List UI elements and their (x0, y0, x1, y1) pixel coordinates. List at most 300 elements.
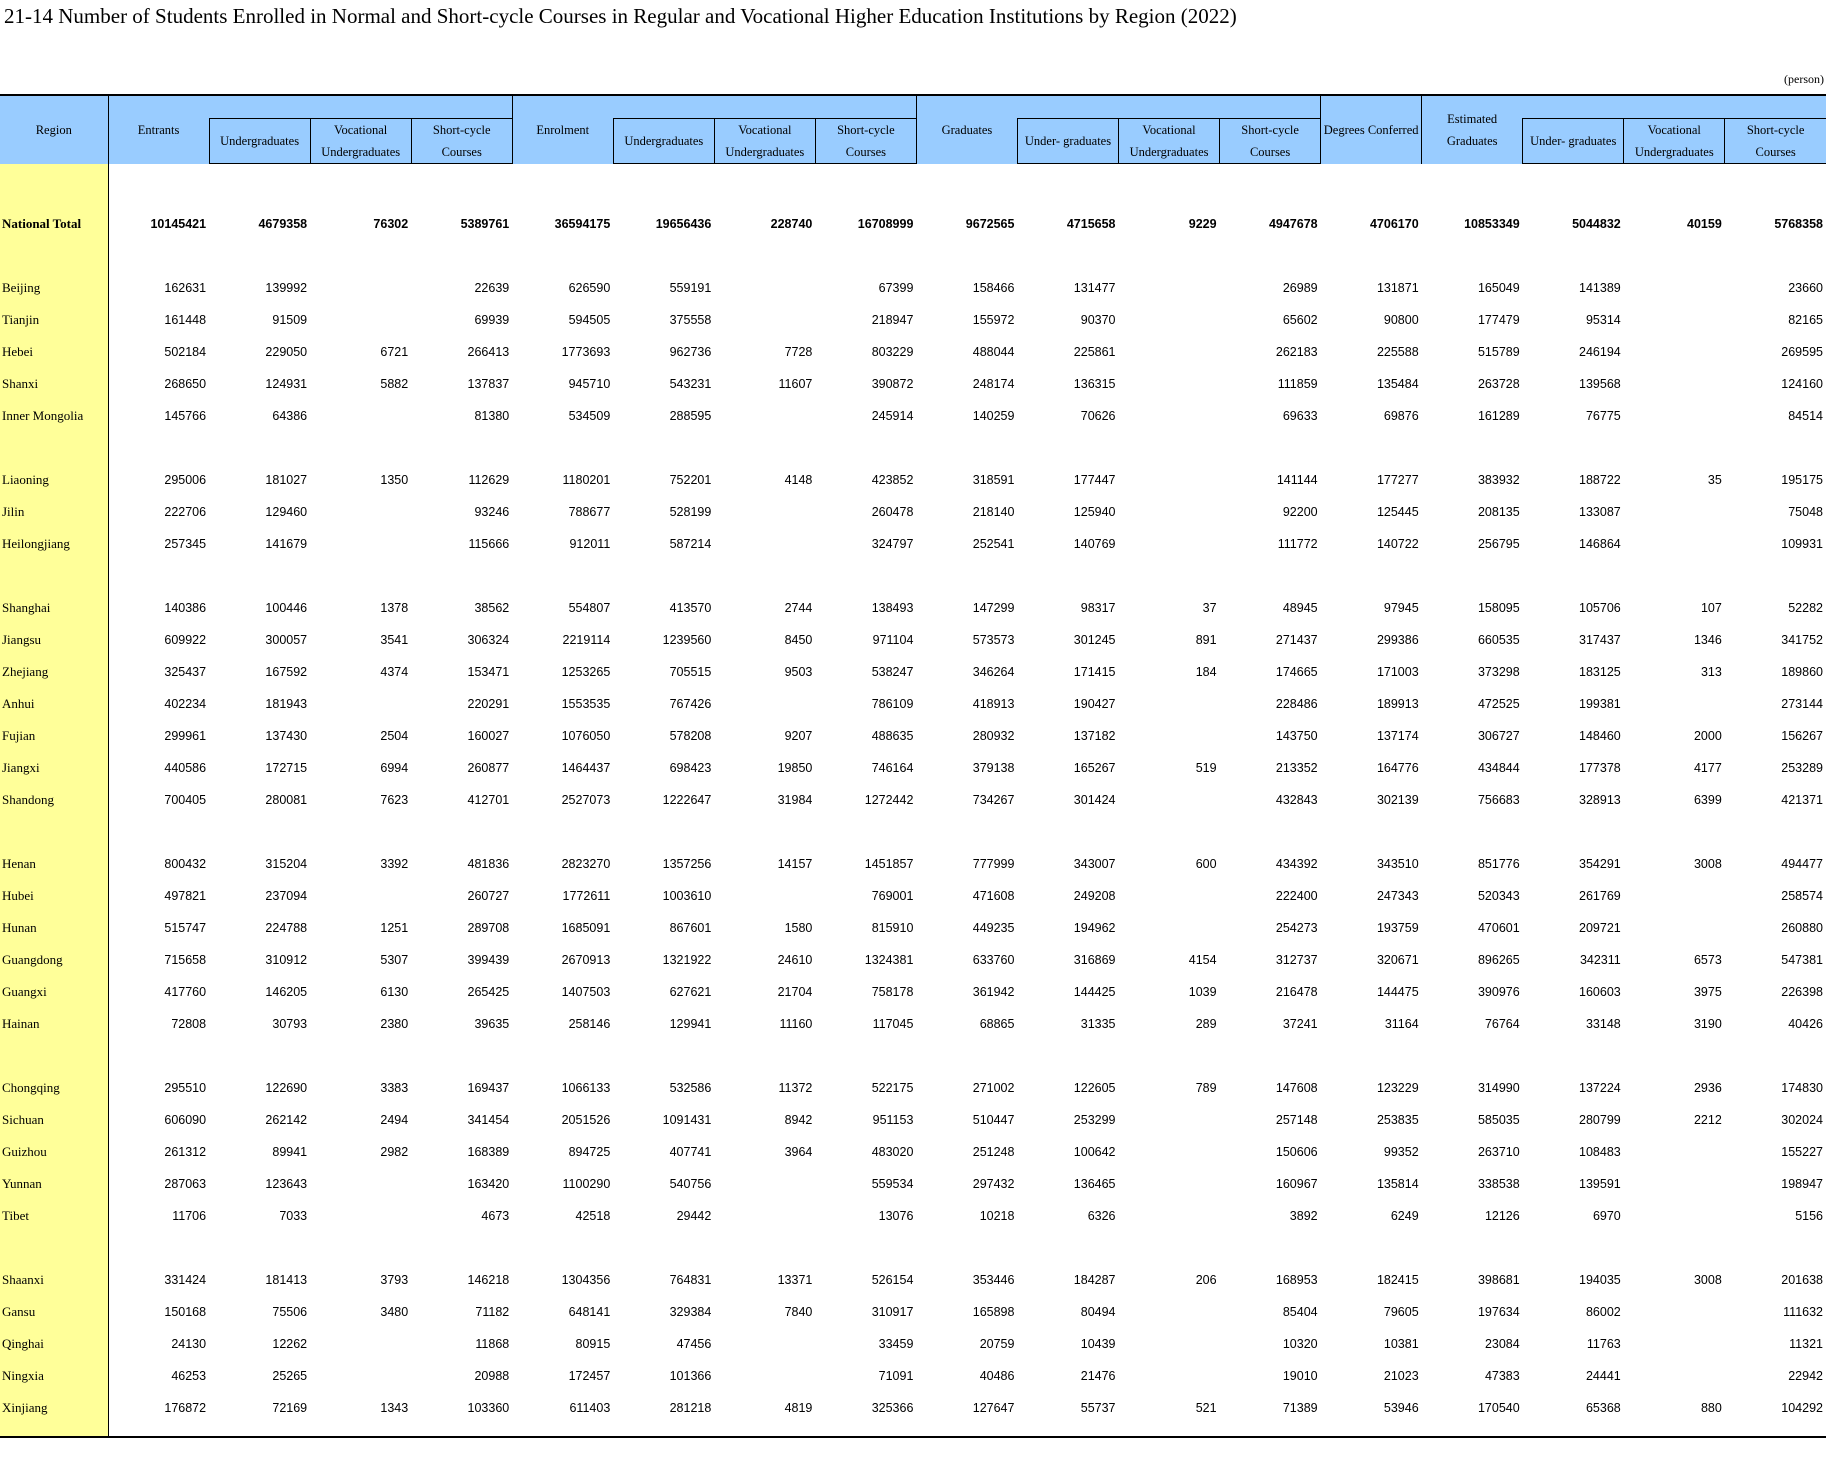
value-cell: 137182 (1073, 729, 1116, 743)
region-name: Shanxi (0, 368, 108, 400)
value-cell: 3190 (1693, 1017, 1722, 1031)
spacer-cell (1017, 1040, 1118, 1072)
value-cell: 247343 (1376, 889, 1419, 903)
value-cell: 117045 (872, 1017, 914, 1031)
spacer-cell (815, 164, 916, 209)
value-cell: 316869 (1073, 953, 1116, 967)
spacer-cell (1321, 816, 1422, 848)
value-cell: 169437 (467, 1081, 510, 1095)
header-spacer (411, 95, 512, 119)
value-cell (310, 1328, 411, 1360)
spacer-cell (1624, 164, 1725, 209)
value-cell: 24441 (1585, 1369, 1621, 1383)
value-cell: 1003610 (662, 889, 712, 903)
value-cell: 2504 (380, 729, 409, 743)
value-cell: 1100290 (562, 1177, 611, 1191)
table-row (0, 1104, 1826, 1136)
table-row (0, 752, 1826, 784)
value-cell: 158095 (1477, 601, 1520, 615)
spacer-cell (613, 1040, 714, 1072)
value-cell: 13076 (878, 1209, 914, 1223)
value-cell: 260727 (467, 889, 510, 903)
value-cell: 108483 (1579, 1145, 1621, 1159)
spacer-cell (714, 432, 815, 464)
spacer-cell (1725, 1424, 1826, 1437)
value-cell: 24610 (777, 953, 813, 967)
value-cell (714, 1360, 815, 1392)
value-cell: 1378 (380, 601, 409, 615)
header-spacer (1220, 95, 1321, 119)
value-cell: 1773693 (561, 345, 611, 359)
value-cell: 37 (1202, 601, 1217, 615)
spacer-cell (512, 164, 613, 209)
value-cell: 85404 (1282, 1305, 1318, 1319)
value-cell: 19850 (777, 761, 813, 775)
value-cell: 177378 (1579, 761, 1621, 775)
value-cell: 16708999 (857, 217, 914, 231)
spacer-cell (1321, 432, 1422, 464)
region-name: National Total (0, 208, 108, 240)
spacer-cell (1523, 1232, 1624, 1264)
value-cell: 5882 (380, 377, 409, 391)
value-cell: 705515 (669, 665, 712, 679)
spacer-cell (512, 432, 613, 464)
region-name: Tianjin (0, 304, 108, 336)
value-cell: 171003 (1376, 665, 1419, 679)
value-cell: 3383 (380, 1081, 409, 1095)
value-cell: 4177 (1693, 761, 1722, 775)
header-est-vocational: Vocational Undergraduates (1624, 119, 1725, 164)
value-cell: 139568 (1579, 377, 1621, 391)
spacer-cell (1725, 240, 1826, 272)
value-cell: 6130 (380, 985, 409, 999)
value-cell: 300057 (265, 633, 308, 647)
value-cell: 39635 (474, 1017, 510, 1031)
value-cell: 325437 (164, 665, 207, 679)
value-cell: 2744 (784, 601, 813, 615)
enrollment-table (0, 94, 1826, 1438)
value-cell (1624, 304, 1725, 336)
value-cell: 951153 (872, 1113, 914, 1127)
value-cell: 101366 (669, 1369, 712, 1383)
spacer-cell (613, 164, 714, 209)
value-cell: 162631 (164, 281, 207, 295)
spacer-cell (613, 1232, 714, 1264)
value-cell: 1407503 (561, 985, 611, 999)
value-cell (714, 1328, 815, 1360)
value-cell: 273144 (1781, 697, 1823, 711)
value-cell: 353446 (972, 1273, 1015, 1287)
value-cell: 4679358 (258, 217, 308, 231)
spacer-cell (108, 164, 209, 209)
value-cell: 324797 (871, 537, 914, 551)
value-cell: 26989 (1282, 281, 1318, 295)
value-cell (1624, 1360, 1725, 1392)
value-cell: 3541 (380, 633, 409, 647)
spacer-cell (1119, 240, 1220, 272)
value-cell: 417760 (164, 985, 207, 999)
value-cell: 172457 (568, 1369, 611, 1383)
value-cell: 412701 (467, 793, 510, 807)
value-cell: 9672565 (965, 217, 1015, 231)
header-est-short-cycle: Short-cycle Courses (1725, 119, 1826, 164)
table-row (0, 528, 1826, 560)
value-cell: 81380 (474, 409, 510, 423)
value-cell: 6994 (380, 761, 409, 775)
value-cell: 585035 (1477, 1113, 1520, 1127)
value-cell: 1350 (380, 473, 409, 487)
value-cell (1119, 272, 1220, 304)
spacer-cell (512, 240, 613, 272)
value-cell: 312737 (1275, 953, 1318, 967)
value-cell (1624, 368, 1725, 400)
value-cell: 11763 (1586, 1337, 1621, 1351)
header-estimated-graduates: Estimated Graduates (1422, 95, 1523, 164)
value-cell (310, 528, 411, 560)
value-cell: 1180201 (562, 473, 611, 487)
value-cell: 11321 (1789, 1337, 1823, 1351)
value-cell: 109931 (1781, 537, 1823, 551)
value-cell: 2670913 (561, 953, 611, 967)
spacer-cell (1422, 1040, 1523, 1072)
value-cell: 36594175 (554, 217, 611, 231)
spacer-cell (108, 432, 209, 464)
value-cell: 163420 (467, 1177, 510, 1191)
value-cell: 6399 (1693, 793, 1722, 807)
value-cell: 168953 (1275, 1273, 1318, 1287)
value-cell: 1772611 (562, 889, 611, 903)
value-cell: 867601 (669, 921, 712, 935)
value-cell (1119, 528, 1220, 560)
value-cell: 137837 (467, 377, 510, 391)
value-cell: 10145421 (150, 217, 207, 231)
table-row (0, 912, 1826, 944)
spacer-cell (1119, 1232, 1220, 1264)
table-row (0, 1328, 1826, 1360)
value-cell: 578208 (669, 729, 712, 743)
value-cell: 1324381 (864, 953, 914, 967)
spacer-cell (0, 1424, 108, 1437)
value-cell: 124160 (1781, 377, 1823, 391)
value-cell: 75506 (272, 1305, 308, 1319)
value-cell: 127647 (972, 1401, 1015, 1415)
spacer-cell (512, 560, 613, 592)
region-name: Hebei (0, 336, 108, 368)
value-cell: 260877 (467, 761, 510, 775)
value-cell: 146864 (1579, 537, 1621, 551)
region-name: Hunan (0, 912, 108, 944)
header-entrants-vocational: Vocational Undergraduates (310, 119, 411, 164)
value-cell: 48945 (1282, 601, 1318, 615)
spacer-cell (512, 1424, 613, 1437)
value-cell: 547381 (1781, 953, 1823, 967)
value-cell (1624, 880, 1725, 912)
value-cell: 137224 (1579, 1081, 1621, 1095)
spacer-cell (1119, 1424, 1220, 1437)
table-header (0, 95, 1826, 164)
region-name: Ningxia (0, 1360, 108, 1392)
value-cell (1119, 496, 1220, 528)
region-name: Anhui (0, 688, 108, 720)
value-cell: 383932 (1477, 473, 1520, 487)
value-cell: 13371 (777, 1273, 813, 1287)
spacer-cell (209, 240, 310, 272)
value-cell: 10381 (1383, 1337, 1419, 1351)
value-cell: 520343 (1477, 889, 1520, 903)
spacer-cell (0, 1232, 108, 1264)
value-cell: 82165 (1788, 313, 1823, 327)
value-cell (1119, 1328, 1220, 1360)
spacer-cell (1624, 1424, 1725, 1437)
spacer-cell (613, 560, 714, 592)
spacer-cell (1523, 816, 1624, 848)
header-enrol-short-cycle: Short-cycle Courses (815, 119, 916, 164)
value-cell: 194035 (1579, 1273, 1621, 1287)
spacer-cell (411, 816, 512, 848)
value-cell: 188722 (1579, 473, 1621, 487)
value-cell: 3008 (1693, 857, 1722, 871)
value-cell: 698423 (669, 761, 712, 775)
table-row (0, 464, 1826, 496)
value-cell: 648141 (568, 1305, 611, 1319)
value-cell: 11160 (779, 1017, 813, 1031)
value-cell: 299961 (164, 729, 207, 743)
value-cell: 112629 (468, 473, 510, 487)
value-cell (1119, 784, 1220, 816)
value-cell: 76764 (1484, 1017, 1520, 1031)
value-cell: 515789 (1477, 345, 1520, 359)
region-name: Hubei (0, 880, 108, 912)
value-cell: 177277 (1376, 473, 1419, 487)
value-cell: 131871 (1376, 281, 1419, 295)
spacer-cell (209, 1424, 310, 1437)
value-cell: 343510 (1376, 857, 1419, 871)
value-cell: 171415 (1073, 665, 1116, 679)
value-cell: 38562 (474, 601, 510, 615)
value-cell: 111632 (1783, 1305, 1823, 1319)
value-cell: 700405 (164, 793, 207, 807)
spacer-cell (1725, 560, 1826, 592)
value-cell: 260478 (871, 505, 914, 519)
value-cell: 71182 (475, 1305, 510, 1319)
value-cell: 6326 (1087, 1209, 1116, 1223)
value-cell: 103360 (467, 1401, 510, 1415)
value-cell: 519 (1195, 761, 1217, 775)
spacer-cell (0, 432, 108, 464)
value-cell: 471608 (972, 889, 1015, 903)
value-cell: 627621 (669, 985, 712, 999)
value-cell: 338538 (1477, 1177, 1520, 1191)
value-cell: 222400 (1275, 889, 1318, 903)
value-cell: 1304356 (561, 1273, 611, 1287)
value-cell: 472525 (1477, 697, 1520, 711)
spacer-cell (714, 1040, 815, 1072)
value-cell (1624, 1328, 1725, 1360)
table-row (0, 1296, 1826, 1328)
value-cell: 543231 (669, 377, 712, 391)
value-cell: 756683 (1477, 793, 1520, 807)
value-cell: 53946 (1383, 1401, 1419, 1415)
header-grad-short-cycle: Short-cycle Courses (1220, 119, 1321, 164)
value-cell: 165898 (972, 1305, 1015, 1319)
value-cell: 262183 (1275, 345, 1318, 359)
value-cell (310, 1200, 411, 1232)
value-cell: 777999 (972, 857, 1015, 871)
value-cell: 767426 (669, 697, 712, 711)
page-title: 21-14 Number of Students Enrolled in Normal and Short-cycle Courses in Regular and Vocational Higher Education Institutions by Region (2022) (4, 4, 1237, 28)
spacer-cell (714, 164, 815, 209)
spacer-cell (1523, 560, 1624, 592)
value-cell: 208135 (1477, 505, 1520, 519)
spacer-cell (613, 432, 714, 464)
table-row (0, 944, 1826, 976)
spacer-cell (209, 1040, 310, 1072)
value-cell: 1580 (784, 921, 813, 935)
spacer-cell (1624, 816, 1725, 848)
value-cell (714, 528, 815, 560)
table-row (0, 1168, 1826, 1200)
value-cell: 254273 (1275, 921, 1318, 935)
header-region: Region (0, 95, 108, 164)
value-cell: 440586 (164, 761, 207, 775)
value-cell: 30793 (272, 1017, 308, 1031)
value-cell: 6573 (1693, 953, 1722, 967)
value-cell: 79605 (1383, 1305, 1419, 1319)
value-cell: 46253 (171, 1369, 207, 1383)
value-cell: 3975 (1693, 985, 1722, 999)
spacer-cell (1220, 560, 1321, 592)
value-cell: 10439 (1080, 1337, 1116, 1351)
value-cell: 206 (1195, 1273, 1217, 1287)
national-total-row (0, 208, 1826, 240)
value-cell: 7728 (784, 345, 813, 359)
value-cell: 11607 (778, 377, 813, 391)
value-cell: 594505 (568, 313, 611, 327)
value-cell: 299386 (1376, 633, 1419, 647)
value-cell: 141679 (265, 537, 308, 551)
value-cell: 135484 (1376, 377, 1419, 391)
spacer-cell (1624, 1040, 1725, 1072)
table-row (0, 784, 1826, 816)
value-cell: 4148 (784, 473, 813, 487)
value-cell: 143750 (1275, 729, 1318, 743)
value-cell (310, 1360, 411, 1392)
value-cell: 21476 (1080, 1369, 1116, 1383)
value-cell (310, 400, 411, 432)
value-cell: 611403 (569, 1401, 611, 1415)
value-cell: 488044 (972, 345, 1015, 359)
value-cell: 945710 (568, 377, 611, 391)
table-row (0, 656, 1826, 688)
header-spacer (1017, 95, 1118, 119)
spacer-cell (0, 164, 108, 209)
value-cell: 136465 (1073, 1177, 1116, 1191)
value-cell: 98317 (1080, 601, 1116, 615)
value-cell: 228740 (770, 217, 813, 231)
value-cell: 4673 (481, 1209, 510, 1223)
value-cell: 962736 (669, 345, 712, 359)
spacer-cell (209, 432, 310, 464)
header-grad-undergraduates: Under- graduates (1017, 119, 1118, 164)
table-row (0, 336, 1826, 368)
spacer-row (0, 1424, 1826, 1437)
value-cell: 7623 (380, 793, 409, 807)
value-cell (714, 1200, 815, 1232)
value-cell: 177447 (1073, 473, 1116, 487)
value-cell: 225861 (1073, 345, 1116, 359)
header-entrants: Entrants (108, 95, 209, 164)
header-graduates: Graduates (916, 95, 1017, 164)
value-cell: 99352 (1383, 1145, 1419, 1159)
value-cell: 2527073 (561, 793, 611, 807)
spacer-cell (714, 240, 815, 272)
value-cell: 502184 (164, 345, 207, 359)
value-cell: 746164 (871, 761, 914, 775)
spacer-cell (916, 164, 1017, 209)
header-spacer (209, 95, 310, 119)
value-cell: 253835 (1376, 1113, 1419, 1127)
value-cell: 302139 (1376, 793, 1419, 807)
spacer-cell (512, 1040, 613, 1072)
region-name: Liaoning (0, 464, 108, 496)
value-cell: 815910 (871, 921, 914, 935)
value-cell: 268650 (164, 377, 207, 391)
value-cell (1119, 464, 1220, 496)
spacer-cell (1422, 1232, 1523, 1264)
value-cell (1624, 1136, 1725, 1168)
value-cell: 4947678 (1268, 217, 1318, 231)
spacer-cell (1422, 432, 1523, 464)
spacer-cell (310, 560, 411, 592)
value-cell: 481836 (467, 857, 510, 871)
value-cell: 93246 (474, 505, 510, 519)
value-cell: 137430 (265, 729, 308, 743)
value-cell: 263728 (1477, 377, 1520, 391)
value-cell: 269595 (1781, 345, 1823, 359)
value-cell: 72169 (272, 1401, 308, 1415)
value-cell: 7840 (784, 1305, 813, 1319)
spacer-cell (1725, 1232, 1826, 1264)
spacer-cell (512, 816, 613, 848)
spacer-cell (1321, 1424, 1422, 1437)
value-cell (1624, 912, 1725, 944)
value-cell: 764831 (669, 1273, 712, 1287)
value-cell: 160967 (1275, 1177, 1318, 1191)
value-cell: 329384 (669, 1305, 712, 1319)
value-cell: 174830 (1781, 1081, 1823, 1095)
value-cell: 341454 (467, 1113, 510, 1127)
value-cell: 1251 (380, 921, 409, 935)
value-cell: 100642 (1073, 1145, 1116, 1159)
table-row (0, 624, 1826, 656)
region-name: Tibet (0, 1200, 108, 1232)
spacer-cell (1017, 164, 1118, 209)
spacer-cell (1624, 1232, 1725, 1264)
value-cell: 201638 (1781, 1273, 1823, 1287)
value-cell: 12126 (1484, 1209, 1520, 1223)
value-cell: 390976 (1477, 985, 1520, 999)
value-cell (310, 272, 411, 304)
value-cell: 222706 (164, 505, 207, 519)
value-cell: 252541 (972, 537, 1015, 551)
value-cell: 129460 (265, 505, 308, 519)
value-cell: 209721 (1579, 921, 1621, 935)
value-cell: 100446 (265, 601, 308, 615)
spacer-cell (1624, 560, 1725, 592)
value-cell: 237094 (265, 889, 308, 903)
value-cell: 281218 (669, 1401, 712, 1415)
value-cell: 434392 (1275, 857, 1318, 871)
